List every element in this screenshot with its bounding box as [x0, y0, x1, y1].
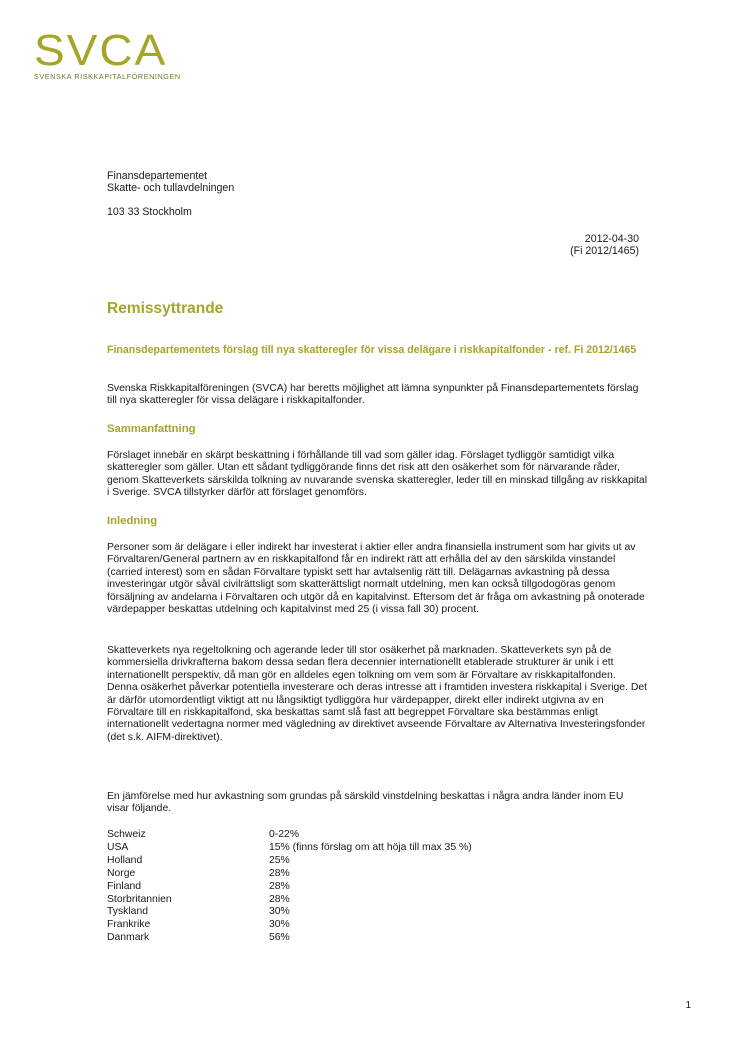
list-item: [107, 894, 472, 907]
country-name: Frankrike: [107, 919, 151, 931]
country-name: Finland: [107, 880, 142, 892]
list-item: [107, 868, 472, 881]
recipient-line: Skatte- och tullavdelningen: [107, 182, 235, 195]
page-number: 1: [685, 1000, 691, 1011]
country-name: Norge: [107, 867, 136, 879]
document-subtitle: Finansdepartementets förslag till nya skatteregler för vissa delägare i riskkapitalfonder - ref. Fi 2012/1465: [107, 344, 637, 356]
tax-rate: 28%: [269, 880, 290, 892]
intro-heading: Inledning: [107, 515, 158, 527]
svca-logo: [34, 25, 181, 81]
document-title: Remissyttrande: [107, 300, 224, 317]
country-name: Schweiz: [107, 829, 146, 840]
tax-rate: 28%: [269, 867, 290, 879]
country-name: Holland: [107, 854, 143, 866]
tax-rate: 15% (finns förslag om att höja till max 35 %): [269, 841, 472, 853]
body-paragraph-1: Personer som är delägare i eller indirekt har investerat i aktier eller andra finansiella instrument som har givits ut av Förvaltaren/General partnern av en riskkapitalfond får en indirekt rätt att erhålla del av den särskilda vinstandel (carried interest) som en sådan Förvaltare typiskt sett har avtalsenlig rätt till. Delägarnas avkastning på dessa investeringar utgör såväl civilrättsligt som skatterättsligt normalt utdelning, men kan också tillgodogöras genom försäljning av andelarna i Förvaltaren och utgör då en kapitalvinst. Eftersom det är fråga om avkastning på onoterade värdepapper beskattas utdelning och kapitalvinst med 25 (i vissa fall 30) procent.: [107, 542, 645, 616]
list-item: [107, 855, 472, 868]
tax-rate: 0-22%: [269, 829, 300, 840]
tax-rate: 28%: [269, 893, 290, 905]
tax-rate: 30%: [269, 906, 290, 918]
recipient-city: 103 33 Stockholm: [107, 206, 192, 218]
country-name: Danmark: [107, 932, 150, 944]
logo-subtitle: SVENSKA RISKKAPITALFÖRENINGEN: [34, 72, 181, 81]
list-item: [107, 881, 472, 894]
recipient-line: Finansdepartementet: [107, 170, 208, 182]
list-item: [107, 919, 472, 932]
date-block: [570, 233, 639, 258]
tax-rate: 56%: [269, 932, 290, 944]
tax-rate-list: [107, 829, 472, 945]
summary-paragraph: Förslaget innebär en skärpt beskattning i förhållande till vad som gäller idag. Förslaget tydliggör samtidigt vilka skatteregler som gäller. Utan ett sådant tydliggörande finns det risk att den osäkerhet som för närvarande råder, genom Skatteverkets särskilda tolkning av nuvarande svenska skatteregler, leder till en minskad tillgång av riskkapital i Sverige. SVCA tillstyrker därför att förslaget genomförs.: [107, 450, 648, 499]
body-paragraph-2: Skatteverkets nya regeltolkning och agerande leder till stor osäkerhet på marknaden. Skatteverkets syn på de kommersiella drivkrafterna bakom dessa sedan flera decennier internationellt etablerade strukturer är unik i ett internationellt perspektiv, då man gör en alldeles egen tolkning om vem som är Förvaltare av riskkapitalfonden. Denna osäkerhet påverkar potentiella investerare och deras intresse att i framtiden investera riskkapital i Sverige. Det är därför utomordentligt viktigt att nu långsiktigt tydliggöra hur värdepapper, direkt eller indirekt utgivna av en Förvaltare till en riskkapitalfond, ska beskattas samt slå fast att begreppet Förvaltare ska bestämmas enligt internationellt vedertagna normer med vägledning av direktivet avseende Förvaltare av Alternativa Investeringsfonder (det s.k. AIFM-direktivet).: [107, 645, 648, 743]
summary-heading: Sammanfattning: [107, 423, 196, 435]
list-item: [107, 906, 472, 919]
body-paragraph-3: En jämförelse med hur avkastning som grundas på särskild vinstdelning beskattas i några andra länder inom EU visar följande.: [107, 791, 624, 815]
country-name: USA: [107, 841, 129, 853]
recipient-address: [107, 170, 234, 195]
list-item: [107, 829, 472, 842]
tax-rate: 25%: [269, 854, 290, 866]
letter-date: 2012-04-30: [584, 233, 639, 245]
reference-number: (Fi 2012/1465): [570, 245, 639, 258]
country-name: Tyskland: [107, 906, 149, 918]
intro-paragraph: Svenska Riskkapitalföreningen (SVCA) har beretts möjlighet att lämna synpunkter på Finansdepartementets förslag till nya skatteregler för vissa delägare i riskkapitalfonder.: [107, 383, 639, 407]
logo-mark: SVCA: [34, 25, 168, 75]
country-name: Storbritannien: [107, 893, 172, 905]
list-item: [107, 932, 472, 945]
list-item: [107, 842, 472, 855]
tax-rate: 30%: [269, 919, 290, 931]
